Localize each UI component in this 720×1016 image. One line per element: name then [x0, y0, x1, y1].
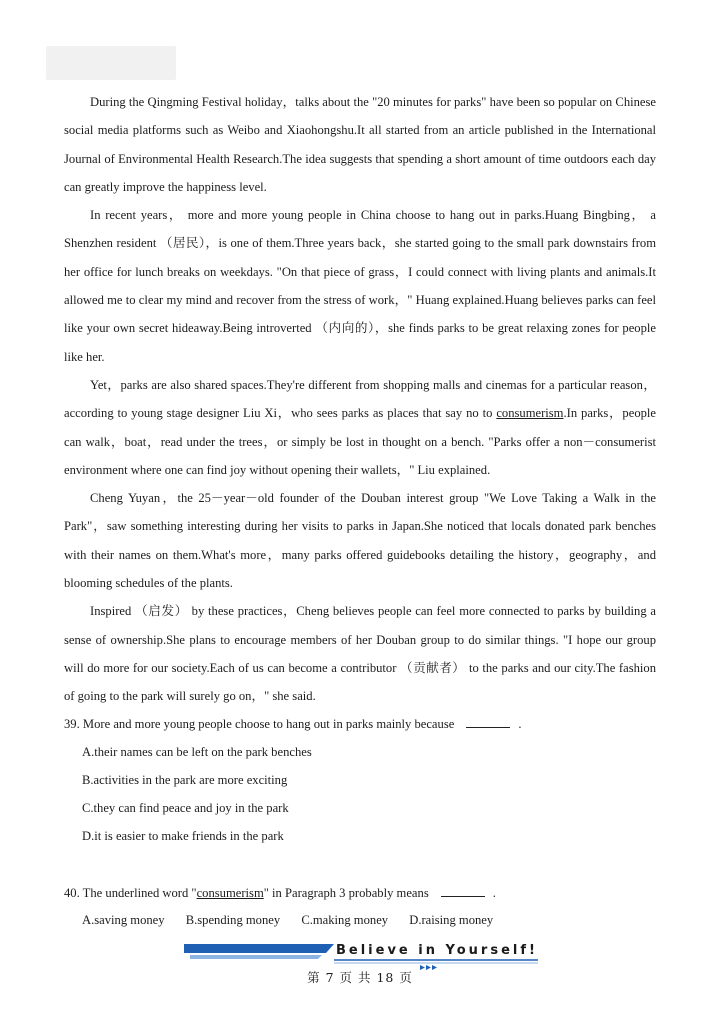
q40-stem-before: 40. The underlined word " — [64, 886, 197, 900]
q40-stem-end: . — [492, 886, 496, 900]
q40-option-c: C.making money — [301, 913, 389, 927]
q40-options — [82, 906, 511, 934]
answer-blank — [441, 884, 485, 897]
underlined-word: consumerism — [496, 406, 564, 421]
question-40-stem — [64, 879, 664, 907]
paragraph-3 — [64, 371, 656, 484]
paragraph-4: Cheng Yuyan，the 25－year－old founder of the Douban interest group "We Love Taking a Walk in the Park"，saw something interesting during her visits to parks in Japan.She noticed that locals donated park benches with their names on them.What's more，many parks offered guidebooks detailing the history，geography，and blooming schedules of the plants. — [64, 491, 656, 591]
answer-blank — [466, 715, 510, 728]
q39-option-d: D.it is easier to make friends in the park — [82, 829, 284, 843]
q39-option-a: A.their names can be left on the park benches — [82, 745, 312, 759]
paragraph-1: During the Qingming Festival holiday，talks about the "20 minutes for parks" have been so popular on Chinese social media platforms such as Weibo and Xiaohongshu.It all started from an article published in the International Journal of Environmental Health Research.The idea suggests that spending a short amount of time outdoors each day can greatly improve the happiness level. — [64, 95, 656, 194]
paragraph-3-after: .In parks，people can walk，boat，read under the trees，or simply be lost in thought on a bench. "Parks offer a non－consumerist environment where one can find joy without opening their wallets，" Liu explained. — [64, 406, 657, 477]
q40-underlined-word: consumerism — [196, 886, 264, 900]
banner-stripe — [184, 944, 334, 953]
scan-smudge — [46, 46, 176, 80]
q39-stem-end: . — [518, 717, 522, 731]
banner-stripe-light — [190, 955, 322, 959]
paragraph-3-before: Yet，parks are also shared spaces.They're different from shopping malls and cinemas for a particular reason，according to young stage designer Liu Xi，who sees parks as places that say no to — [64, 377, 656, 421]
page-number: 第 7 页 共 18 页 — [307, 970, 413, 985]
q39-option-c: C.they can find peace and joy in the park — [82, 801, 289, 815]
q40-stem-after: " in Paragraph 3 probably means — [263, 886, 429, 900]
paragraph-2: In recent years， more and more young people in China choose to hang out in parks.Huang Bingbing， a Shenzhen resident （居民），is one of them.Three years back，she started going to the small park downstairs from her office for lunch breaks on weekdays. "On that piece of grass，I could connect with living plants and animals.It allowed me to clear my mind and recover from the stress of work，" Huang explained.Huang believes parks can feel like your own secret hideaway.Being introverted （内向的），she finds parks to be great relaxing zones for people like her. — [64, 208, 656, 364]
q40-option-b: B.spending money — [185, 913, 281, 927]
q40-option-a: A.saving money — [82, 913, 165, 927]
footer-motto: Believe in Yourself! — [336, 943, 538, 958]
question-39-stem — [64, 710, 664, 738]
paragraph-5: Inspired （启发） by these practices，Cheng believes people can feel more connected to parks by building a sense of ownership.She plans to encourage members of her Douban group to do similar things. "I hope our group will do more for our society.Each of us can become a contributor （贡献者） to the parks and our city.The fashion of going to the park will surely go on，" she said. — [64, 604, 656, 704]
q39-stem-text: 39. More and more young people choose to hang out in parks mainly because — [64, 717, 455, 731]
q40-option-d: D.raising money — [409, 913, 494, 927]
q39-option-b: B.activities in the park are more exciting — [82, 773, 288, 787]
reading-passage — [64, 88, 656, 711]
